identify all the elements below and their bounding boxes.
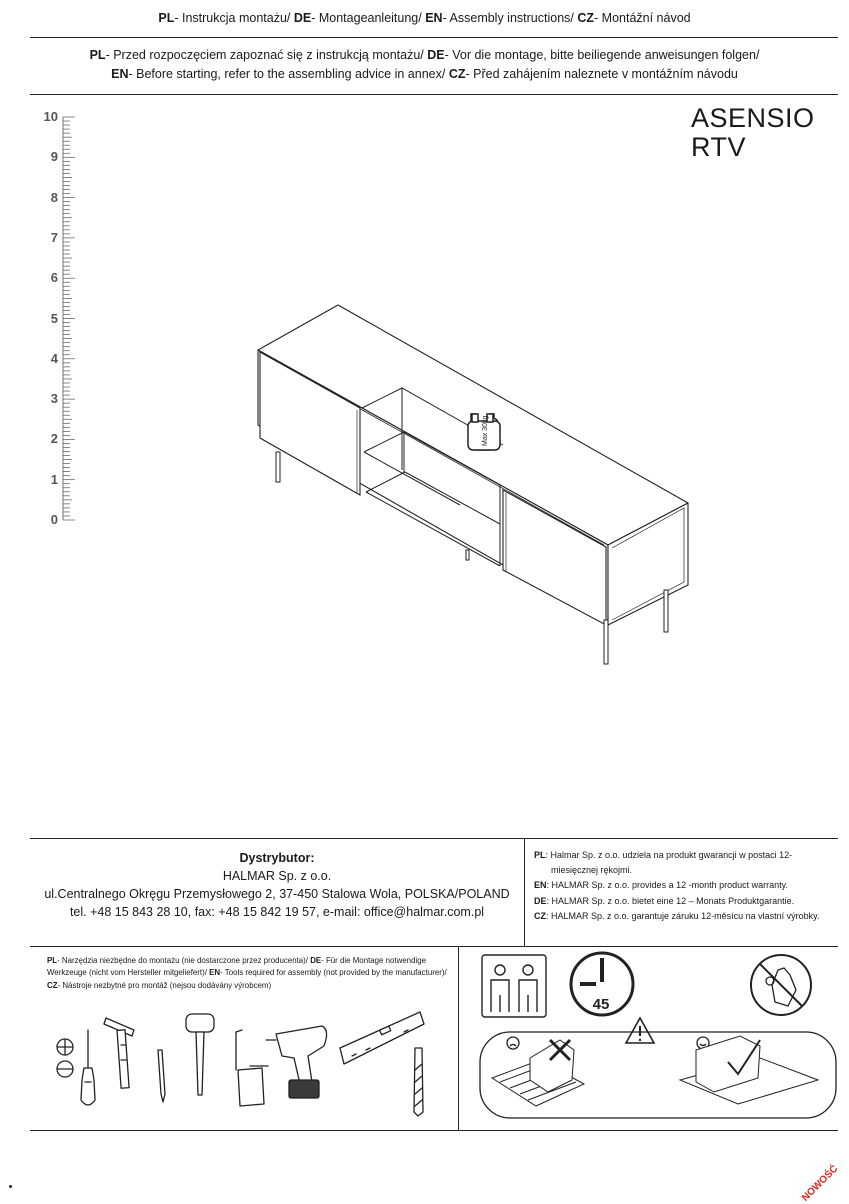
max-load-label: Max 30kg [482,415,489,446]
assembly-time-icon [571,953,633,1015]
keep-away-from-children-icon [751,955,811,1015]
ruler-label: 1 [50,471,58,487]
title-pl: - Instrukcja montażu/ [174,11,294,25]
ruler-label: 5 [50,310,58,326]
lang-code-cz: CZ [577,11,595,25]
intro-pl: - Przed rozpoczęciem zapoznać się z instrukcją montażu/ [105,48,428,62]
model-variant: RTV [691,132,747,162]
lang-code-cz: CZ [534,910,546,921]
lang-code-en: EN [111,67,129,81]
tools-cz: - Nástroje nezbytné pro montáž (nejsou dodávány výrobcem) [57,980,272,990]
dot-mark [9,1185,12,1188]
divider [30,1130,838,1131]
lang-code-en: EN [209,968,221,978]
ruler-label: 8 [50,189,58,205]
intro-de: - Vor die montage, bitte beiliegende anweisungen folgen/ [444,48,760,62]
ruler-label: 6 [50,270,58,286]
title-cz: - Montážní návod [594,11,691,25]
lang-code-de: DE [534,895,547,906]
title-en: - Assembly instructions/ [442,11,578,25]
lang-code-pl: PL [534,850,546,860]
lang-code-pl: PL [158,11,175,25]
warning-icon [626,1018,654,1043]
model-title: ASENSIO [691,103,815,133]
distributor-contact: tel. +48 15 843 28 10, fax: +48 15 842 19 57, e-mail: office@halmar.com.pl [69,905,485,919]
warranty-en-text: : HALMAR Sp. z o.o. provides a 12 -month product warranty. [546,880,788,891]
warranty-cz-text: : HALMAR Sp. z o.o. garantuje záruku 12-měsícu na vlastní výrobky. [546,910,820,921]
lang-code-pl: PL [47,956,58,965]
ruler-label: 0 [50,512,58,527]
warranty-pl-text: : Halmar Sp. z o.o. udziela na produkt gwarancji w postaci 12-miesięcznej rękojmi. [545,850,793,876]
ruler-label: 10 [43,109,58,124]
lang-code-pl: PL [89,48,106,62]
warranty-de-text: : HALMAR Sp. z o.o. bietet eine 12 – Monats Produktgarantie. [546,895,795,906]
tools-de: - Für die Montage notwendige Werkzeuge (nicht vom Hersteller mitgeliefert)/ [47,956,426,978]
lang-code-de: DE [310,956,322,965]
tools-en: - Tools required for assembly (not provided by the manufacturer)/ [220,968,447,978]
two-persons-icon [482,955,546,1017]
lang-code-de: DE [427,48,445,62]
ruler-label: 7 [50,229,58,245]
lang-code-en: EN [425,11,443,25]
lang-code-cz: CZ [47,980,58,990]
title-de: - Montageanleitung/ [311,11,426,25]
surface-advice-panel [480,1032,836,1118]
ruler-label: 9 [50,149,58,165]
ruler-label: 2 [50,431,58,447]
ruler-label: 4 [50,350,58,366]
distributor-address: ul.Centralnego Okręgu Przemysłowego 2, 37-450 Stalowa Wola, POLSKA/POLAND [44,887,510,901]
distributor-company: HALMAR Sp. z o.o. [222,869,332,883]
lang-code-de: DE [293,11,312,25]
intro-en: - Before starting, refer to the assembling advice in annex/ [128,67,449,81]
ruler-label: 3 [50,391,58,407]
lang-code-cz: CZ [448,67,466,81]
new-product-stamp: NOWOŚĆ [800,1163,841,1204]
lang-code-en: EN [534,880,547,891]
intro-cz: - Před zahájením naleznete v montážním návodu [465,67,738,81]
tools-pl: - Narzędzia niezbędne do montażu (nie dostarczone przez producenta)/ [57,956,311,965]
assembly-time-minutes: 45 [592,996,610,1013]
distributor-heading: Dystrybutor: [239,851,315,865]
